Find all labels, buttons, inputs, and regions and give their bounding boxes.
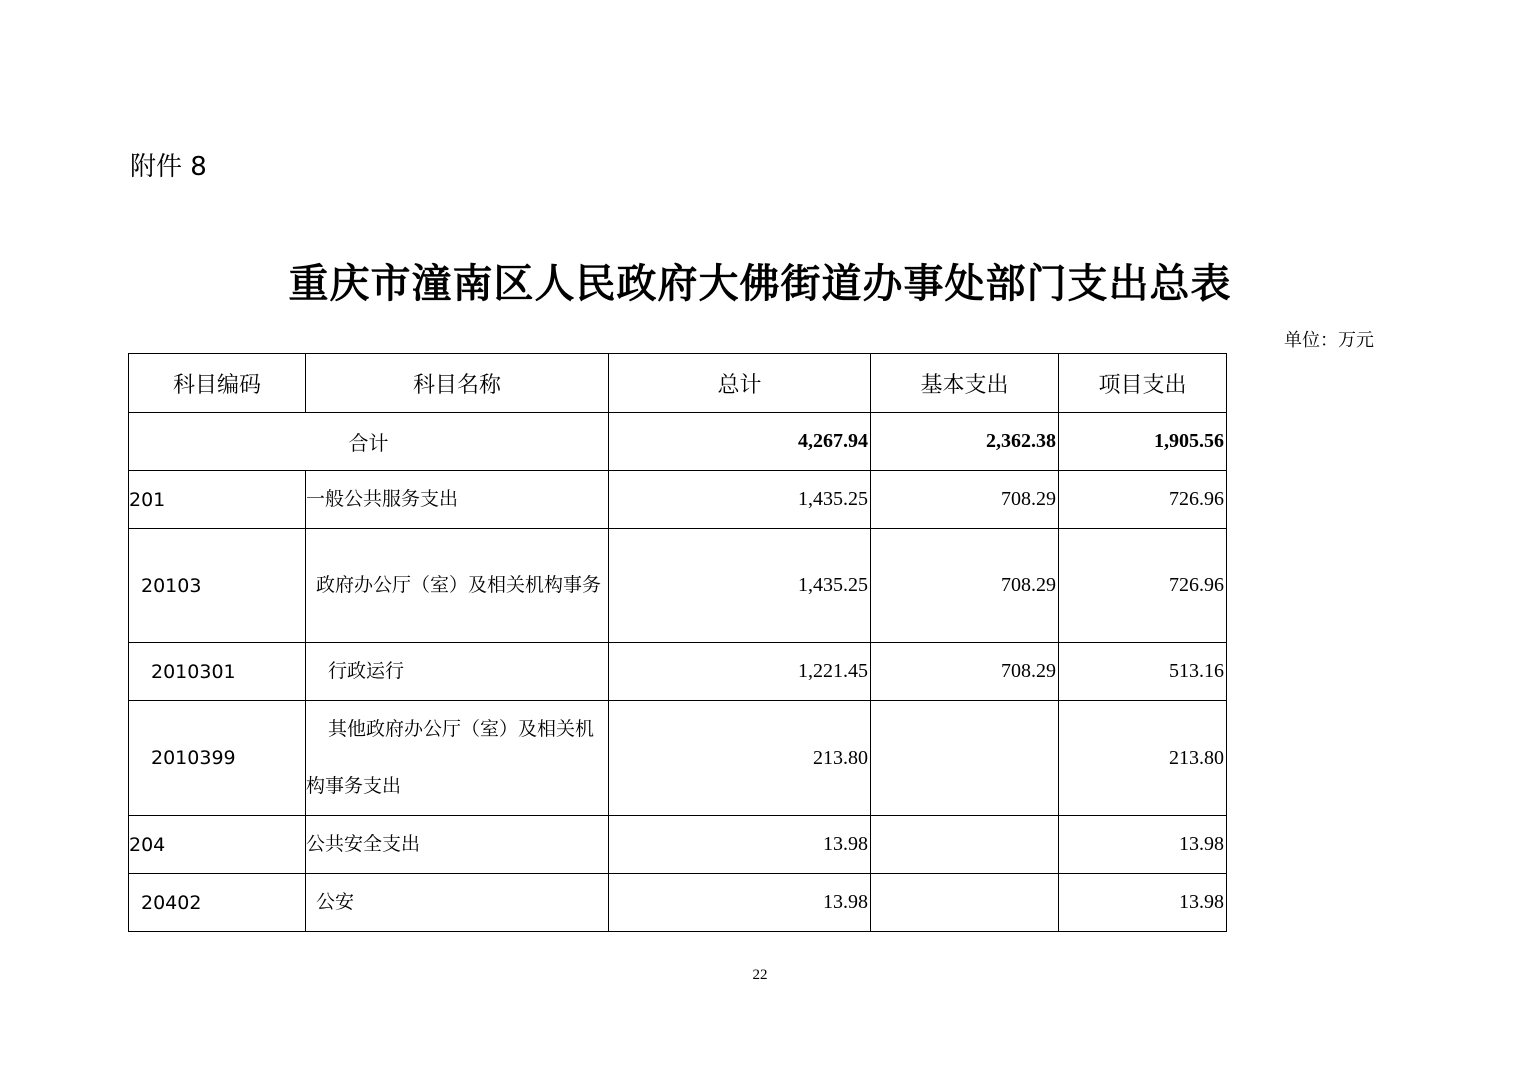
row-name: 一般公共服务支出 [306, 471, 609, 529]
row-code: 20103 [129, 529, 306, 643]
row-basic: 708.29 [871, 529, 1059, 643]
header-name: 科目名称 [306, 354, 609, 413]
row-total: 1,435.25 [609, 529, 871, 643]
table-row [129, 471, 1227, 529]
row-code: 2010301 [129, 643, 306, 701]
row-basic [871, 874, 1059, 932]
row-project: 13.98 [1059, 874, 1227, 932]
row-project: 726.96 [1059, 471, 1227, 529]
row-name: 政府办公厅（室）及相关机构事务 [306, 529, 609, 643]
total-project: 1,905.56 [1059, 413, 1227, 471]
total-label: 合计 [129, 413, 609, 471]
page-title: 重庆市潼南区人民政府大佛街道办事处部门支出总表 [288, 260, 1232, 307]
attachment-label: 附件 8 [130, 152, 207, 182]
header-basic: 基本支出 [871, 354, 1059, 413]
row-project: 13.98 [1059, 816, 1227, 874]
row-project: 513.16 [1059, 643, 1227, 701]
total-sum: 4,267.94 [609, 413, 871, 471]
header-project: 项目支出 [1059, 354, 1227, 413]
row-project: 726.96 [1059, 529, 1227, 643]
table-row [129, 874, 1227, 932]
header-total: 总计 [609, 354, 871, 413]
header-code: 科目编码 [129, 354, 306, 413]
table-header-row [129, 354, 1227, 413]
page-number: 22 [752, 967, 768, 983]
row-code: 20402 [129, 874, 306, 932]
row-basic [871, 701, 1059, 816]
table-row [129, 643, 1227, 701]
row-total: 13.98 [609, 816, 871, 874]
row-code: 2010399 [129, 701, 306, 816]
row-total: 13.98 [609, 874, 871, 932]
table-row [129, 529, 1227, 643]
row-total: 213.80 [609, 701, 871, 816]
total-row [129, 413, 1227, 471]
total-basic: 2,362.38 [871, 413, 1059, 471]
row-total: 1,221.45 [609, 643, 871, 701]
row-project: 213.80 [1059, 701, 1227, 816]
expenditure-table [128, 353, 1227, 932]
row-name: 其他政府办公厅（室）及相关机构事务支出 [306, 701, 609, 816]
table-row [129, 816, 1227, 874]
unit-label: 单位：万元 [1284, 330, 1374, 351]
row-name: 行政运行 [306, 643, 609, 701]
row-name: 公共安全支出 [306, 816, 609, 874]
row-name: 公安 [306, 874, 609, 932]
row-basic: 708.29 [871, 643, 1059, 701]
row-basic [871, 816, 1059, 874]
row-code: 204 [129, 816, 306, 874]
row-basic: 708.29 [871, 471, 1059, 529]
table-row [129, 701, 1227, 816]
row-total: 1,435.25 [609, 471, 871, 529]
row-code: 201 [129, 471, 306, 529]
